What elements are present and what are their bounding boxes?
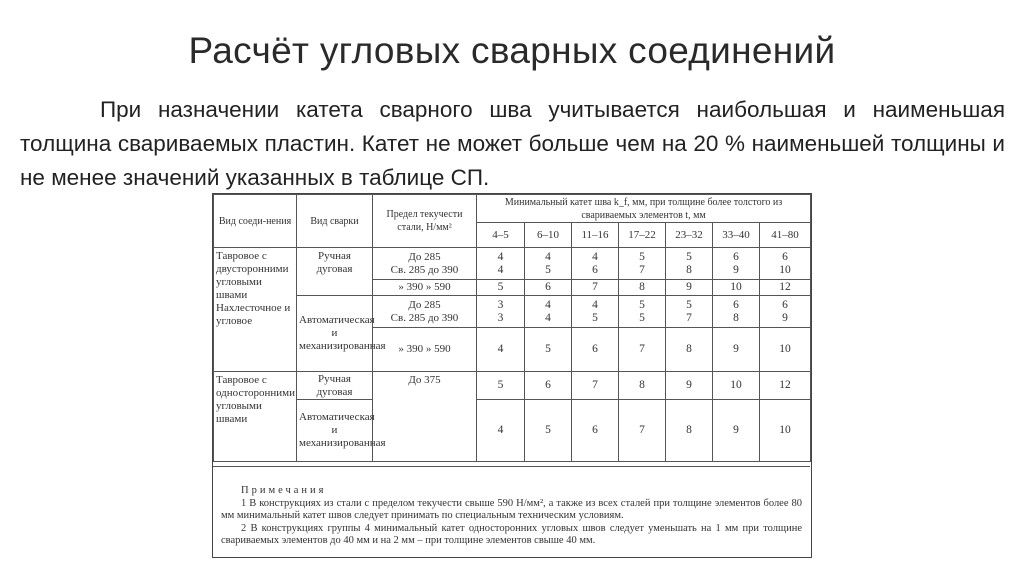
yield-value: До 285 — [408, 250, 441, 263]
header-min-leg: Минимальный катет шва k_f, мм, при толщине более толстого из свариваемых элементов t, мм — [477, 195, 811, 223]
yield-value: До 375 — [373, 372, 477, 462]
cell-value: 4 — [477, 328, 525, 372]
cell-value: 12 — [760, 280, 811, 296]
cell-value: 9 — [782, 311, 788, 324]
cell-value: 7 — [572, 372, 619, 400]
header-joint-type: Вид соеди-нения — [214, 195, 297, 248]
cell-value: 6 — [782, 298, 788, 311]
value-pair — [666, 248, 713, 280]
weld-auto: Автоматическая и механизированная — [297, 400, 373, 462]
yield-value: » 390 » 590 — [373, 280, 477, 296]
value-pair — [713, 248, 760, 280]
cell-value: 6 — [525, 280, 572, 296]
cell-value: 4 — [497, 250, 504, 263]
cell-value: 7 — [619, 400, 666, 462]
value-pair — [619, 296, 666, 328]
cell-value: 12 — [760, 372, 811, 400]
cell-value: 5 — [639, 298, 645, 311]
weld-manual: Ручная дуговая — [297, 248, 373, 296]
cell-value: 6 — [733, 250, 739, 263]
range-header: 4–5 — [477, 223, 525, 248]
yield-value: » 390 » 590 — [373, 328, 477, 372]
cell-value: 7 — [572, 280, 619, 296]
value-pair — [760, 248, 811, 280]
cell-value: 8 — [666, 400, 713, 462]
yield-cell — [373, 296, 477, 328]
cell-value: 9 — [713, 328, 760, 372]
cell-value: 5 — [477, 280, 525, 296]
yield-value: Св. 285 до 390 — [390, 263, 459, 276]
cell-value: 5 — [592, 311, 598, 324]
range-header: 23–32 — [666, 223, 713, 248]
table-row — [214, 296, 811, 328]
cell-value: 4 — [497, 263, 504, 276]
cell-value: 5 — [525, 328, 572, 372]
range-header: 17–22 — [619, 223, 666, 248]
range-header: 41–80 — [760, 223, 811, 248]
value-pair — [760, 296, 811, 328]
yield-value: Св. 285 до 390 — [390, 311, 459, 324]
range-header: 11–16 — [572, 223, 619, 248]
cell-value: 6 — [525, 372, 572, 400]
intro-paragraph: При назначении катета сварного шва учитывается наибольшая и наименьшая толщина свариваемых пластин. Катет не может больше чем на 20 % наименьшей толщины и не менее значений указанных в таблице СП. — [20, 97, 1005, 190]
cell-value: 6 — [592, 263, 598, 276]
weld-table-figure — [212, 193, 812, 558]
cell-value: 5 — [477, 372, 525, 400]
cell-value: 3 — [497, 311, 504, 324]
cell-value: 4 — [592, 298, 598, 311]
cell-value: 10 — [779, 263, 791, 276]
value-pair — [666, 296, 713, 328]
cell-value: 7 — [619, 328, 666, 372]
slide-title: Расчёт угловых сварных соединений — [188, 30, 836, 71]
value-pair — [619, 248, 666, 280]
weld-leg-table — [213, 194, 811, 462]
header-yield: Предел текучести стали, Н/мм² — [373, 195, 477, 248]
cell-value: 8 — [686, 263, 692, 276]
table-row — [214, 372, 811, 400]
table-row — [214, 248, 811, 280]
weld-manual: Ручная дуговая — [297, 372, 373, 400]
cell-value: 4 — [545, 311, 551, 324]
cell-value: 9 — [713, 400, 760, 462]
header-weld-type: Вид сварки — [297, 195, 373, 248]
cell-value: 5 — [525, 400, 572, 462]
cell-value: 5 — [639, 250, 645, 263]
value-pair — [713, 296, 760, 328]
group-single-sided: Тавровое с односторонними угловыми швами — [214, 372, 297, 462]
cell-value: 9 — [666, 372, 713, 400]
value-pair — [525, 296, 572, 328]
note-1: 1 В конструкциях из стали с пределом текучести свыше 590 Н/мм², а также из всех сталей при толщине элементов более 80 мм минимальный катет швов следует принимать по специальным техническим условиям. — [221, 497, 802, 521]
cell-value: 6 — [782, 250, 788, 263]
cell-value: 8 — [619, 280, 666, 296]
cell-value: 5 — [686, 250, 692, 263]
cell-value: 8 — [733, 311, 739, 324]
yield-cell — [373, 248, 477, 280]
cell-value: 6 — [572, 400, 619, 462]
cell-value: 6 — [733, 298, 739, 311]
cell-value: 10 — [760, 400, 811, 462]
group-double-sided: Тавровое с двусторонними угловыми швами Нахлесточное и угловое — [214, 248, 297, 372]
cell-value: 5 — [686, 298, 692, 311]
table-notes — [213, 466, 810, 556]
value-pair — [525, 248, 572, 280]
cell-value: 3 — [497, 298, 504, 311]
yield-value: До 285 — [408, 298, 441, 311]
value-pair — [572, 296, 619, 328]
weld-auto: Автоматическая и механизированная — [297, 296, 373, 372]
table-row — [214, 400, 811, 462]
cell-value: 8 — [619, 372, 666, 400]
cell-value: 4 — [545, 298, 551, 311]
value-pair — [477, 248, 525, 280]
notes-title: Примечания — [241, 485, 327, 496]
cell-value: 6 — [572, 328, 619, 372]
value-pair — [572, 248, 619, 280]
cell-value: 9 — [666, 280, 713, 296]
cell-value: 4 — [545, 250, 551, 263]
range-header: 6–10 — [525, 223, 572, 248]
cell-value: 4 — [477, 400, 525, 462]
range-header: 33–40 — [713, 223, 760, 248]
cell-value: 10 — [760, 328, 811, 372]
value-pair — [477, 296, 525, 328]
cell-value: 4 — [592, 250, 598, 263]
cell-value: 7 — [686, 311, 692, 324]
cell-value: 9 — [733, 263, 739, 276]
note-2: 2 В конструкциях группы 4 минимальный катет односторонних угловых швов следует уменьшать на 1 мм при толщине свариваемых элементов до 40 мм и на 2 мм – при толщине элементов свыше 40 мм. — [221, 522, 802, 546]
cell-value: 7 — [639, 263, 645, 276]
cell-value: 10 — [713, 280, 760, 296]
cell-value: 5 — [639, 311, 645, 324]
cell-value: 5 — [545, 263, 551, 276]
cell-value: 10 — [713, 372, 760, 400]
cell-value: 8 — [666, 328, 713, 372]
